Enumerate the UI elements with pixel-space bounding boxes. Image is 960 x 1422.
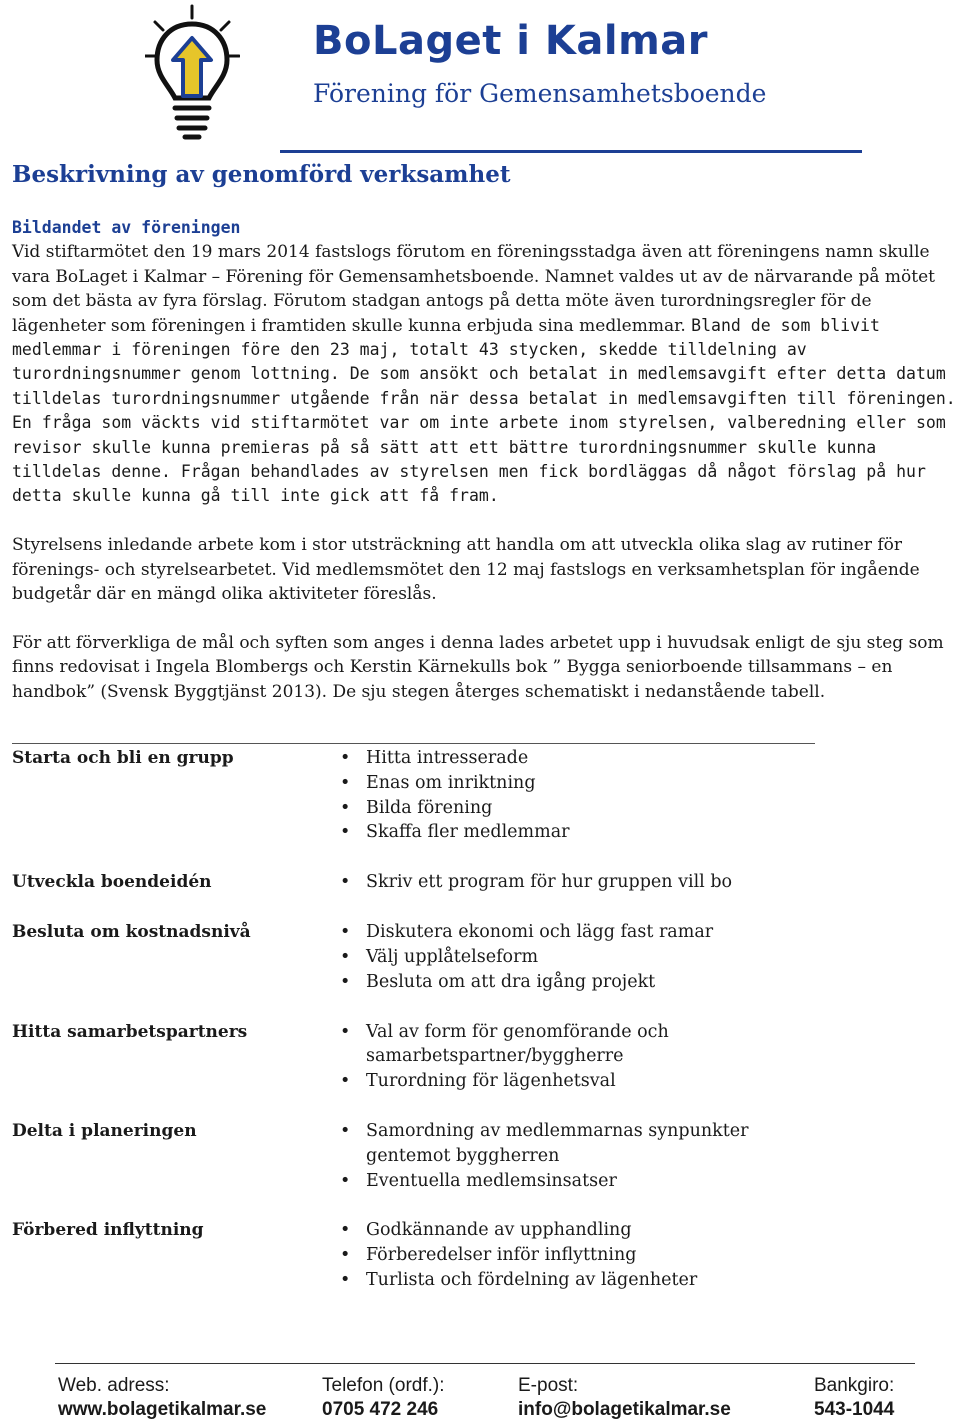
bullet-icon: • [340, 1269, 351, 1290]
step-row [12, 920, 952, 994]
bullet-icon: • [340, 1170, 351, 1191]
bullet-icon: • [340, 772, 351, 793]
step-items [332, 1119, 812, 1193]
bullet-icon: • [340, 872, 351, 893]
brand-subtitle: Förening för Gemensamhetsboende [313, 79, 767, 108]
step-label: Starta och bli en grupp [12, 748, 234, 768]
list-item-text: Godkännande av upphandling [366, 1220, 632, 1241]
paragraph-2: Styrelsens inledande arbete kom i stor utsträckning att handla om att utveckla olika slag av rutiner för förenings- och styrelsearbetet. Vid medlemsmötet den 12 maj fastslogs en verksamhetsplan för ingående budgetår där en mängd olika aktiviteter föreslås. [12, 535, 920, 605]
step-items [332, 870, 812, 895]
list-item-text: Hitta intresserade [366, 748, 529, 768]
step-label: Besluta om kostnadsnivå [12, 922, 251, 943]
page-title: Beskrivning av genomförd verksamhet [12, 161, 511, 188]
list-item-text: Förberedelser inför inflyttning [366, 1245, 637, 1266]
phone-value: 0705 472 246 [322, 1399, 439, 1420]
list-item [332, 820, 812, 845]
list-item [332, 1218, 812, 1243]
bullet-icon: • [340, 1071, 351, 1092]
bullet-icon: • [340, 822, 351, 843]
list-item [332, 945, 812, 970]
email-link[interactable]: info@bolagetikalmar.se [518, 1399, 731, 1420]
list-item-text: Turlista och fördelning av lägenheter [366, 1269, 698, 1290]
paragraph-1a: Vid stiftarmötet den 19 mars 2014 fastslogs förutom en föreningsstadga även att föreningens namn skulle vara BoLaget i Kalmar – Förening för Gemensamhetsboende. Namnet valdes ut av de närvarande på mötet som det bästa av fyra förslag. Förutom stadgan antogs på detta möte även turordningsregler för de lägenheter som föreningen i framtiden skulle kunna erbjuda sina medlemmar. [12, 242, 935, 336]
step-row [12, 870, 952, 895]
list-item [332, 1119, 812, 1169]
bullet-icon: • [340, 1245, 351, 1266]
web-label: Web. adress: [58, 1375, 170, 1396]
footer-email [518, 1374, 731, 1422]
step-items [332, 1020, 812, 1094]
list-item-text: Eventuella medlemsinsatser [366, 1170, 617, 1191]
list-item-text: Enas om inriktning [366, 772, 536, 793]
footer-bankgiro [814, 1374, 894, 1422]
section-subheading: Bildandet av föreningen [12, 218, 241, 237]
list-item [332, 1169, 812, 1194]
step-row [12, 1218, 952, 1292]
paragraph-1b: Bland de som blivit medlemmar i föreningen före den 23 maj, totalt 43 stycken, skedde tilldelning av turordningsnummer genom lottning. De som ansökt och betalat in medlemsavgift efter detta datum tilldelas turordningsnummer utgående från när dessa betalat in medlemsavgiften till föreningen. En fråga som väckts vid stiftarmötet var om inte arbete inom styrelsen, valberedning eller som revisor skulle kunna premieras på så sätt att ett bättre turordningsnummer skulle kunna tilldelas denne. Frågan behandlades av styrelsen men fick bordläggas då något förslag på hur detta skulle kunna gå till inte gick att få fram. [12, 315, 956, 506]
step-row [12, 746, 952, 845]
step-label: Utveckla boendeidén [12, 872, 212, 893]
list-item [332, 1069, 812, 1094]
list-item [332, 920, 812, 945]
bullet-icon: • [340, 748, 351, 768]
list-item-text: Skriv ett program för hur gruppen vill bo [366, 872, 733, 893]
step-label: Delta i planeringen [12, 1120, 197, 1141]
step-row [12, 1020, 952, 1094]
list-item [332, 870, 812, 895]
step-items [332, 920, 812, 994]
step-items [332, 746, 812, 845]
header-divider [280, 150, 862, 153]
brand-title: BoLaget i Kalmar [313, 18, 708, 64]
step-label: Hitta samarbetspartners [12, 1021, 248, 1042]
phone-label: Telefon (ordf.): [322, 1375, 445, 1396]
steps-table [12, 746, 952, 1318]
bullet-icon: • [340, 1021, 351, 1042]
lightbulb-arrow-icon [145, 4, 240, 144]
web-link[interactable]: www.bolagetikalmar.se [58, 1399, 267, 1420]
list-item [332, 1268, 812, 1293]
list-item-text: Val av form för genomförande och samarbetspartner/byggherre [366, 1021, 669, 1067]
bullet-icon: • [340, 1220, 351, 1241]
step-items [332, 1218, 812, 1292]
list-item-text: Välj upplåtelseform [366, 946, 539, 967]
list-item-text: Samordning av medlemmarnas synpunkter gentemot byggherren [366, 1120, 749, 1166]
bullet-icon: • [340, 971, 351, 992]
bankgiro-value: 543-1044 [814, 1399, 895, 1420]
bankgiro-label: Bankgiro: [814, 1375, 895, 1396]
bullet-icon: • [340, 922, 351, 943]
main-text [12, 216, 960, 728]
footer-divider [55, 1363, 915, 1364]
step-label: Förbered inflyttning [12, 1220, 204, 1241]
bullet-icon: • [340, 797, 351, 818]
list-item [332, 1243, 812, 1268]
list-item [332, 970, 812, 995]
list-item [332, 746, 812, 771]
list-item-text: Skaffa fler medlemmar [366, 822, 570, 843]
footer-web [58, 1374, 266, 1422]
table-divider [12, 743, 815, 744]
list-item-text: Bilda förening [366, 797, 493, 818]
footer-phone [322, 1374, 445, 1422]
bullet-icon: • [340, 1120, 351, 1141]
list-item-text: Besluta om att dra igång projekt [366, 971, 656, 992]
list-item-text: Diskutera ekonomi och lägg fast ramar [366, 922, 714, 943]
step-row [12, 1119, 952, 1193]
list-item [332, 796, 812, 821]
paragraph-3: För att förverkliga de mål och syften som anges i denna lades arbetet upp i huvudsak enligt de sju steg som finns redovisat i Ingela Blombergs och Kerstin Kärnekulls bok ” Bygga seniorboende tillsammans – en handbok” (Svensk Byggtjänst 2013). De sju stegen återges schematiskt i nedanstående tabell. [12, 632, 944, 702]
list-item [332, 1020, 812, 1070]
founding-paragraph [12, 216, 960, 509]
email-label: E-post: [518, 1375, 579, 1396]
list-item [332, 771, 812, 796]
bullet-icon: • [340, 946, 351, 967]
list-item-text: Turordning för lägenhetsval [366, 1071, 616, 1092]
